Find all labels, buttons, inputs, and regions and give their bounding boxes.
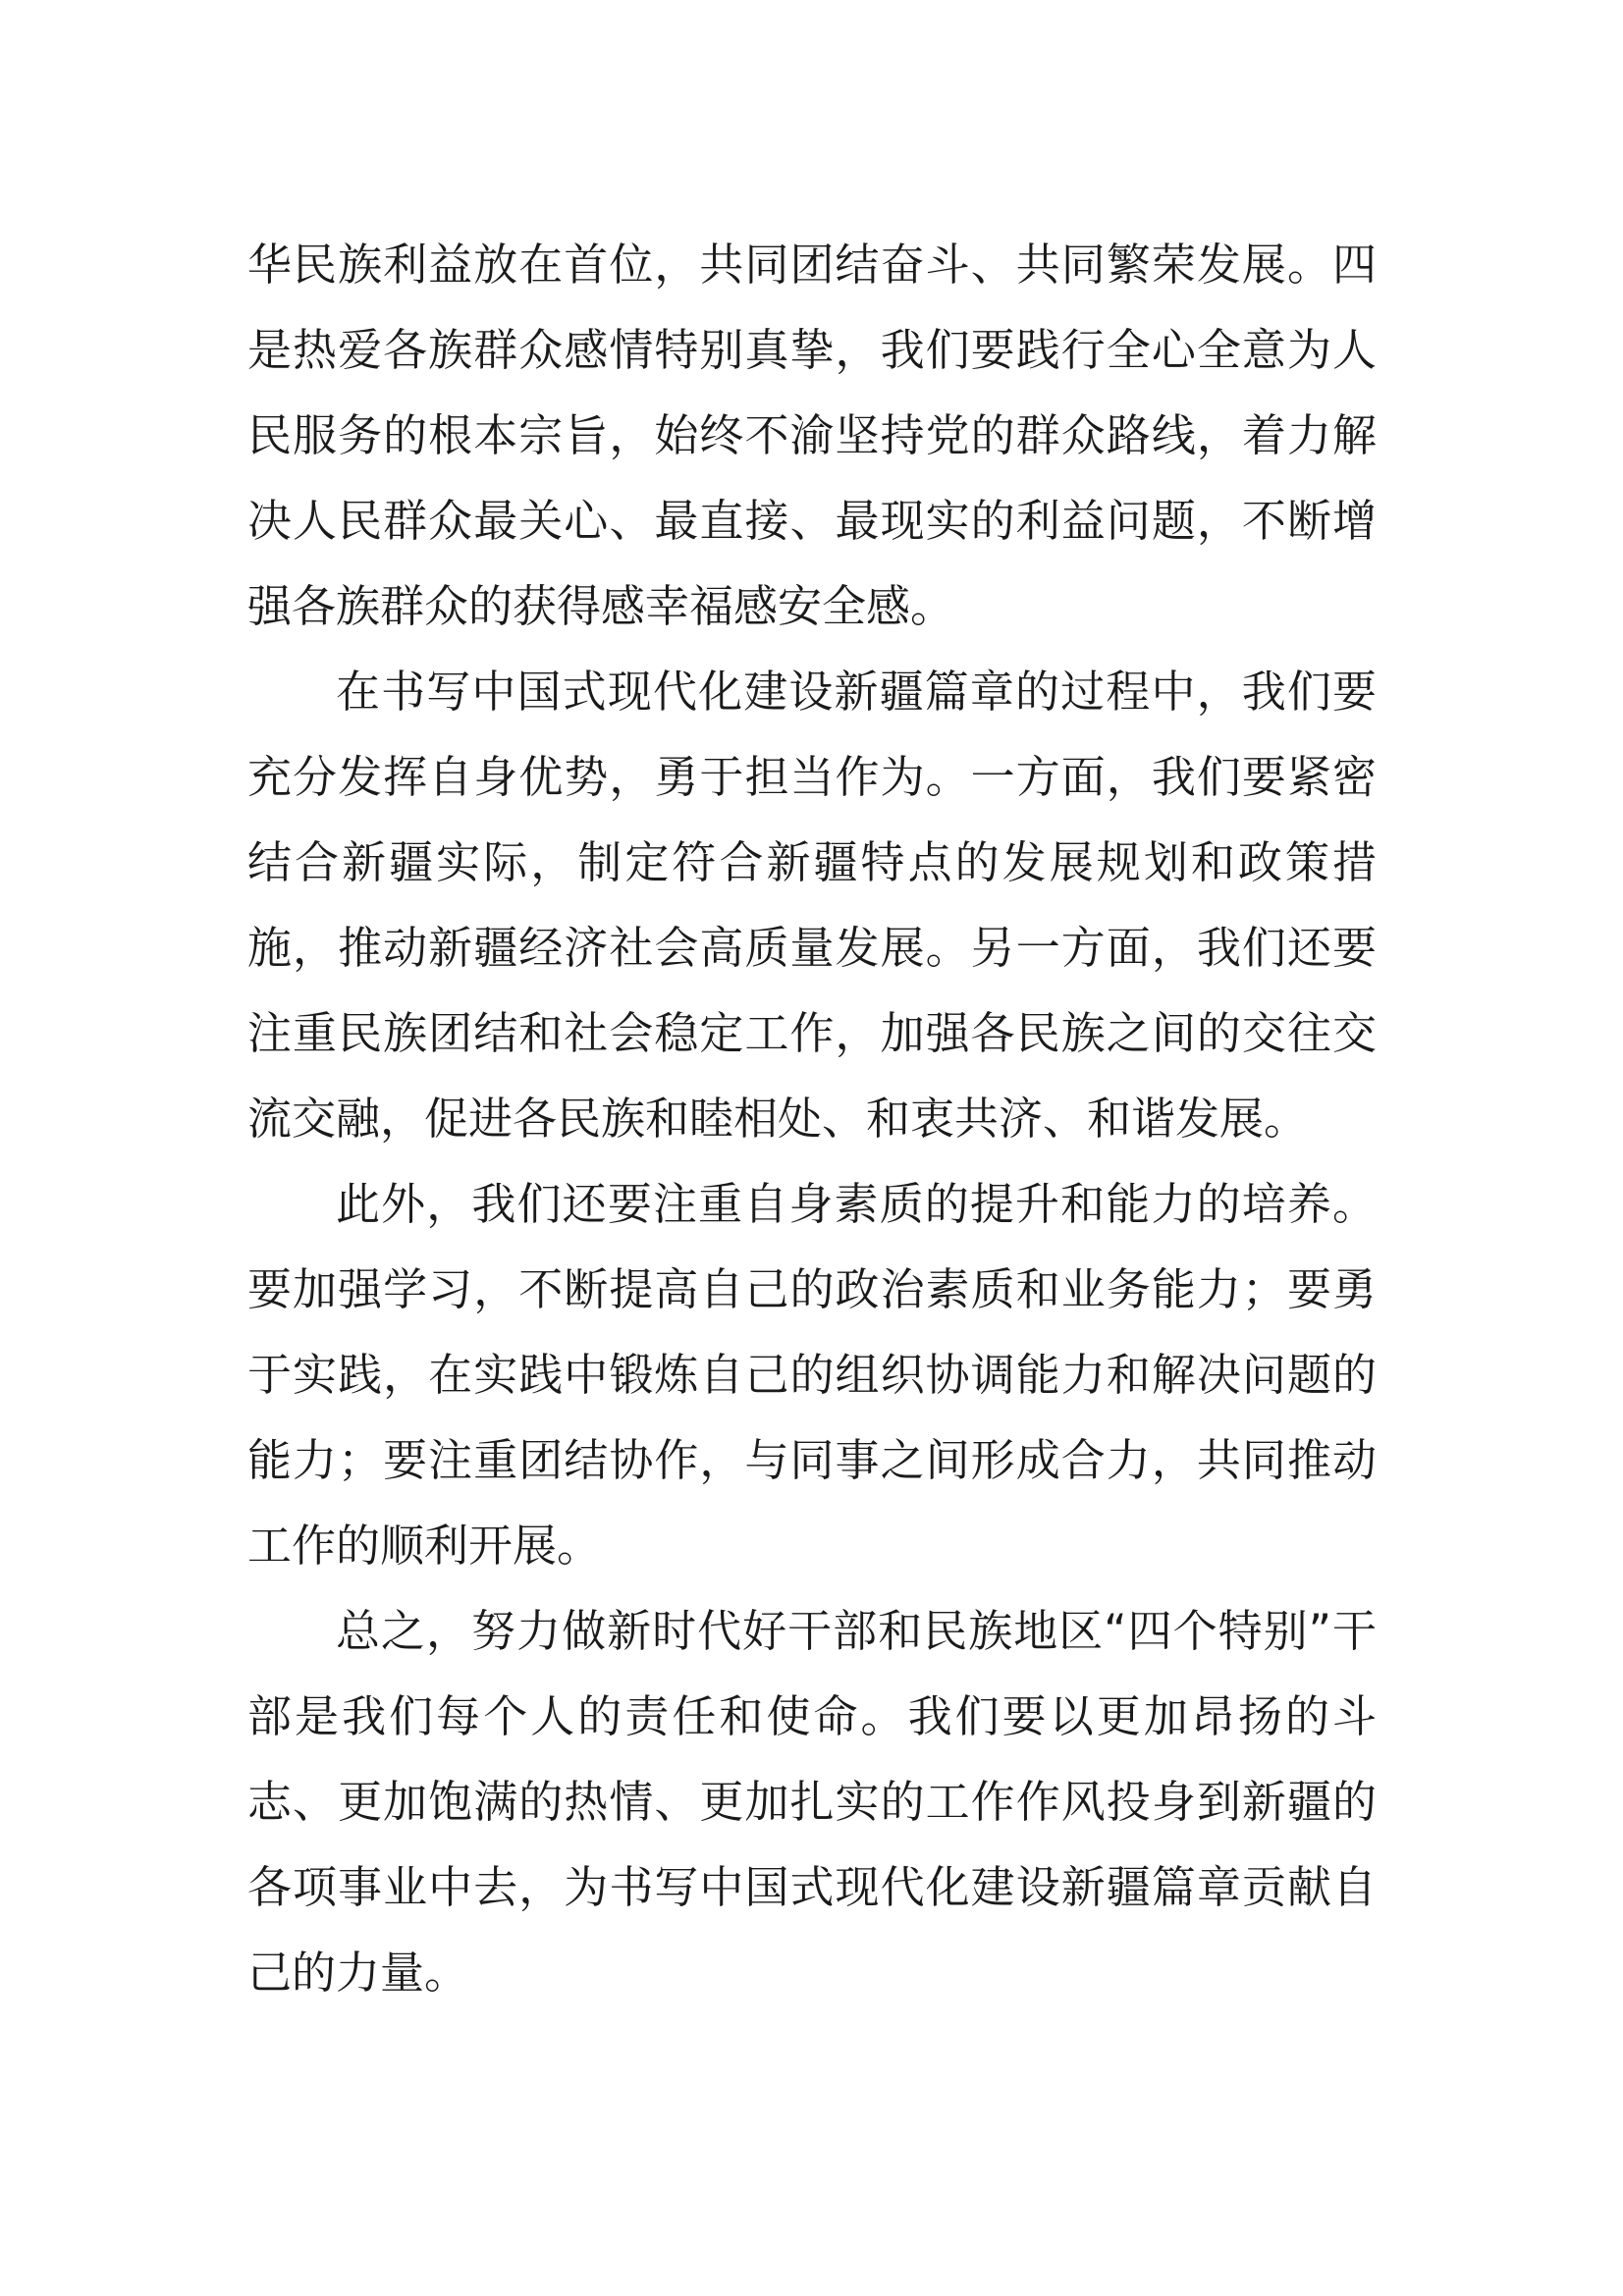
paragraph-self-improvement: 此外，我们还要注重自身素质的提升和能力的培养。要加强学习，不断提高自己的政治素质和业务能力；要勇于实践，在实践中锻炼自己的组织协调能力和解决问题的能力；要注重团结协作，与同事之间形成合力，共同推动工作的顺利开展。 (247, 1178, 1377, 1572)
paragraph-conclusion: 总之，努力做新时代好干部和民族地区“四个特别”干部是我们每个人的责任和使命。我们要以更加昂扬的斗志、更加饱满的热情、更加扎实的工作作风投身到新疆的各项事业中去，为书写中国式现代化建设新疆篇章贡献自己的力量。 (247, 1605, 1377, 1999)
document-body (247, 222, 1377, 2015)
paragraph-xinjiang-chapter: 在书写中国式现代化建设新疆篇章的过程中，我们要充分发挥自身优势，勇于担当作为。一方面，我们要紧密结合新疆实际，制定符合新疆特点的发展规划和政策措施，推动新疆经济社会高质量发展。另一方面，我们还要注重民族团结和社会稳定工作，加强各民族之间的交往交流交融，促进各民族和睦相处、和衷共济、和谐发展。 (247, 666, 1377, 1145)
paragraph-continuation: 华民族利益放在首位，共同团结奋斗、共同繁荣发展。四是热爱各族群众感情特别真挚，我们要践行全心全意为人民服务的根本宗旨，始终不渝坚持党的群众路线，着力解决人民群众最关心、最直接、最现实的利益问题，不断增强各族群众的获得感幸福感安全感。 (247, 239, 1377, 632)
